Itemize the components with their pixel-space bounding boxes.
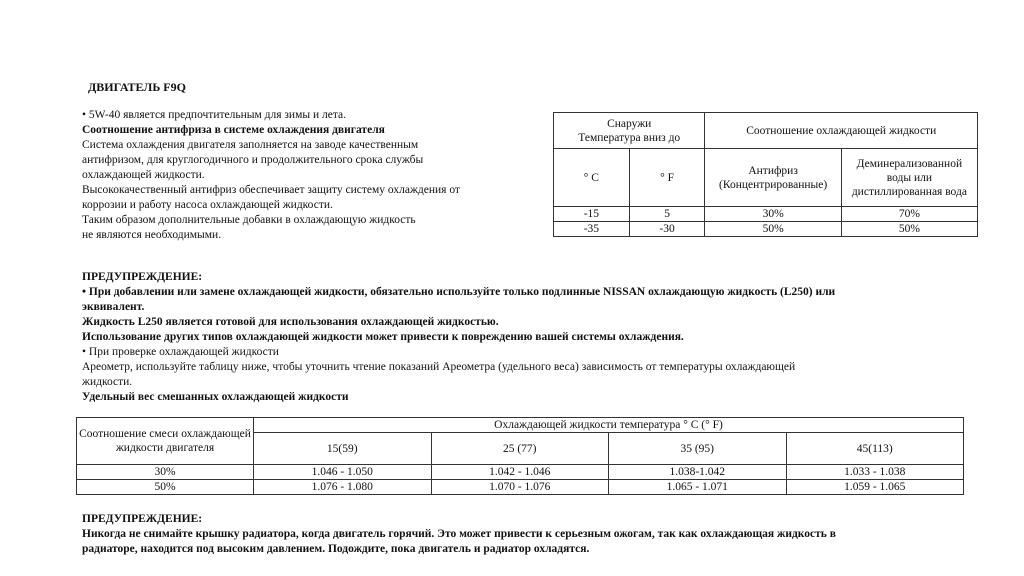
header-temp-25: 25 (77): [431, 433, 609, 465]
warning-heading: ПРЕДУПРЕЖДЕНИЕ:: [82, 271, 203, 283]
warning-line: • При проверке охлаждающей жидкости: [82, 346, 279, 358]
table-row: [554, 222, 978, 237]
cell: 1.076 - 1.080: [254, 480, 432, 495]
header-coolant-temp: Охлаждающей жидкости температура ° С (° F): [254, 418, 964, 433]
warning-section: [82, 270, 982, 405]
warning-line: радиаторе, находится под высоким давлением. Подождите, пока двигатель и радиатор охладятся.: [82, 543, 590, 555]
header-temp-45: 45(113): [786, 433, 964, 465]
cell: 1.070 - 1.076: [431, 480, 609, 495]
header-mix-ratio: Соотношение смеси охлаждающей жидкости двигателя: [77, 418, 254, 465]
warning-line: • При добавлении или замене охлаждающей жидкости, обязательно используйте только подлинные NISSAN охлаждающую жидкость (L250) или: [82, 286, 836, 298]
warning-line: жидкости.: [82, 376, 133, 388]
cell: 50%: [705, 222, 841, 237]
paragraph-line: Высококачественный антифриз обеспечивает защиту систему охлаждения от: [82, 184, 460, 196]
cell: 30%: [705, 207, 841, 222]
table-row: [77, 465, 964, 480]
warning-line: Никогда не снимайте крышку радиатора, когда двигатель горячий. Это может привести к серьезным ожогам, так как охлаждающая жидкость в: [82, 528, 836, 540]
table-row: [554, 207, 978, 222]
cell: 1.042 - 1.046: [431, 465, 609, 480]
paragraph-line: коррозии и работу насоса охлаждающей жидкости.: [82, 199, 333, 211]
intro-section: [82, 108, 542, 243]
header-temp-15: 15(59): [254, 433, 432, 465]
header-fahrenheit: ° F: [629, 149, 705, 207]
cell: 50%: [77, 480, 254, 495]
header-antifreeze: Антифриз (Концентрированные): [705, 149, 841, 207]
paragraph-line: Таким образом дополнительные добавки в охлаждающую жидкость: [82, 214, 416, 226]
section-heading: Соотношение антифриза в системе охлаждения двигателя: [82, 124, 385, 136]
header-temp-down-to: Температура вниз до: [578, 131, 681, 144]
cell: 30%: [77, 465, 254, 480]
specific-gravity-heading: Удельный вес смешанных охлаждающей жидкости: [82, 391, 349, 403]
paragraph-line: Система охлаждения двигателя заполняется на заводе качественным: [82, 139, 419, 151]
warning-heading: ПРЕДУПРЕЖДЕНИЕ:: [82, 513, 203, 525]
warning-line: эквивалент.: [82, 301, 145, 313]
header-outside-temp: [554, 113, 705, 149]
header-ratio: Соотношение охлаждающей жидкости: [705, 113, 978, 149]
paragraph-line: антифризом, для круглогодичного и продолжительного срока службы: [82, 154, 424, 166]
cell: 1.065 - 1.071: [609, 480, 787, 495]
header-temp-35: 35 (95): [609, 433, 787, 465]
specific-gravity-table: [76, 417, 964, 495]
header-outside: Снаружи: [607, 117, 652, 130]
paragraph-line: не являются необходимыми.: [82, 229, 222, 241]
cell: 1.038-1.042: [609, 465, 787, 480]
cell: 1.059 - 1.065: [786, 480, 964, 495]
warning-line: Жидкость L250 является готовой для использования охлаждающей жидкостью.: [82, 316, 499, 328]
paragraph-line: охлаждающей жидкости.: [82, 169, 205, 181]
header-celsius: ° С: [554, 149, 630, 207]
cell: 1.033 - 1.038: [786, 465, 964, 480]
header-water: Деминерализованной воды или дистиллированная вода: [841, 149, 977, 207]
cell: 70%: [841, 207, 977, 222]
cell: -15: [554, 207, 630, 222]
cell: -35: [554, 222, 630, 237]
table-row: [77, 480, 964, 495]
warning-line: Использование других типов охлаждающей жидкости может привести к повреждению вашей системы охлаждения.: [82, 331, 684, 343]
cell: -30: [629, 222, 705, 237]
coolant-ratio-table: [553, 112, 978, 237]
oil-recommendation: • 5W-40 является предпочтительным для зимы и лета.: [82, 109, 346, 121]
warning-line: Ареометр, используйте таблицу ниже, чтобы уточнить чтение показаний Ареометра (удельного веса) зависимость от температуры охлаждающей: [82, 361, 796, 373]
warning-section-2: [82, 512, 982, 557]
page-title: ДВИГАТЕЛЬ F9Q: [88, 80, 186, 94]
cell: 50%: [841, 222, 977, 237]
cell: 5: [629, 207, 705, 222]
cell: 1.046 - 1.050: [254, 465, 432, 480]
